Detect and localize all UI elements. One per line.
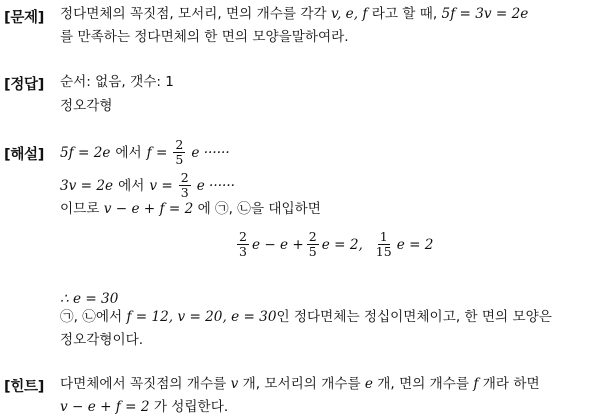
fraction-1-15: $\frac{1}{15}$ (375, 229, 392, 259)
hint-label: [힌트] (4, 379, 45, 395)
circled-letter-2b: ㉡ (82, 309, 96, 325)
fraction-2-5: $\frac{2}{5}$ (175, 137, 184, 167)
explanation-line-5: ∴ e = 30 (60, 291, 119, 307)
explanation-line-3: 이므로 v − e + f = 2 에 ㉠, ㉡을 대입하면 (60, 201, 321, 217)
explanation-label: [해설] (4, 147, 45, 163)
circled-letter-1b: ㉠ (60, 309, 74, 325)
answer-line-1: 순서: 없음, 갯수: 1 (60, 74, 174, 90)
circled-letter-2: ㉡ (237, 201, 251, 217)
explanation-line-6: ㉠, ㉡에서 f = 12, v = 20, e = 30인 정다면체는 정십이면체이고, 한 면의 모양은 (60, 309, 552, 325)
problem-line-1: 정다면체의 꼭짓점, 모서리, 면의 개수를 각각 v, e, f 라고 할 때, 5f = 3v = 2e (60, 6, 529, 22)
hint-line-2: v − e + f = 2 가 성립한다. (60, 399, 229, 415)
circled-letter-1: ㉠ (215, 201, 229, 217)
explanation-line-2: 3v = 2e 에서 v = $\frac{2}{3}$ e ······ (60, 170, 235, 200)
problem-line-2: 를 만족하는 정다면체의 한 면의 모양을말하여라. (60, 29, 349, 45)
centered-equation: $\frac{2}{3}$ e − e + $\frac{2}{5}$ e = 2, $\frac{1}{15}$ e = 2 (239, 229, 434, 259)
explanation-line-7: 정오각형이다. (60, 332, 144, 348)
answer-label: [정답] (4, 77, 45, 93)
problem-label: [문제] (4, 10, 45, 26)
answer-line-2: 정오각형 (60, 98, 113, 114)
hint-line-1: 다면체에서 꼭짓점의 개수를 v 개, 모서리의 개수를 e 개, 면의 개수를 f 개라 하면 (60, 376, 540, 392)
explanation-line-1: 5f = 2e 에서 f = $\frac{2}{5}$ e ······ (60, 137, 230, 167)
fraction-2-3b: $\frac{2}{3}$ (239, 229, 247, 259)
fraction-2-5b: $\frac{2}{5}$ (308, 229, 317, 259)
fraction-2-3: $\frac{2}{3}$ (180, 170, 189, 200)
